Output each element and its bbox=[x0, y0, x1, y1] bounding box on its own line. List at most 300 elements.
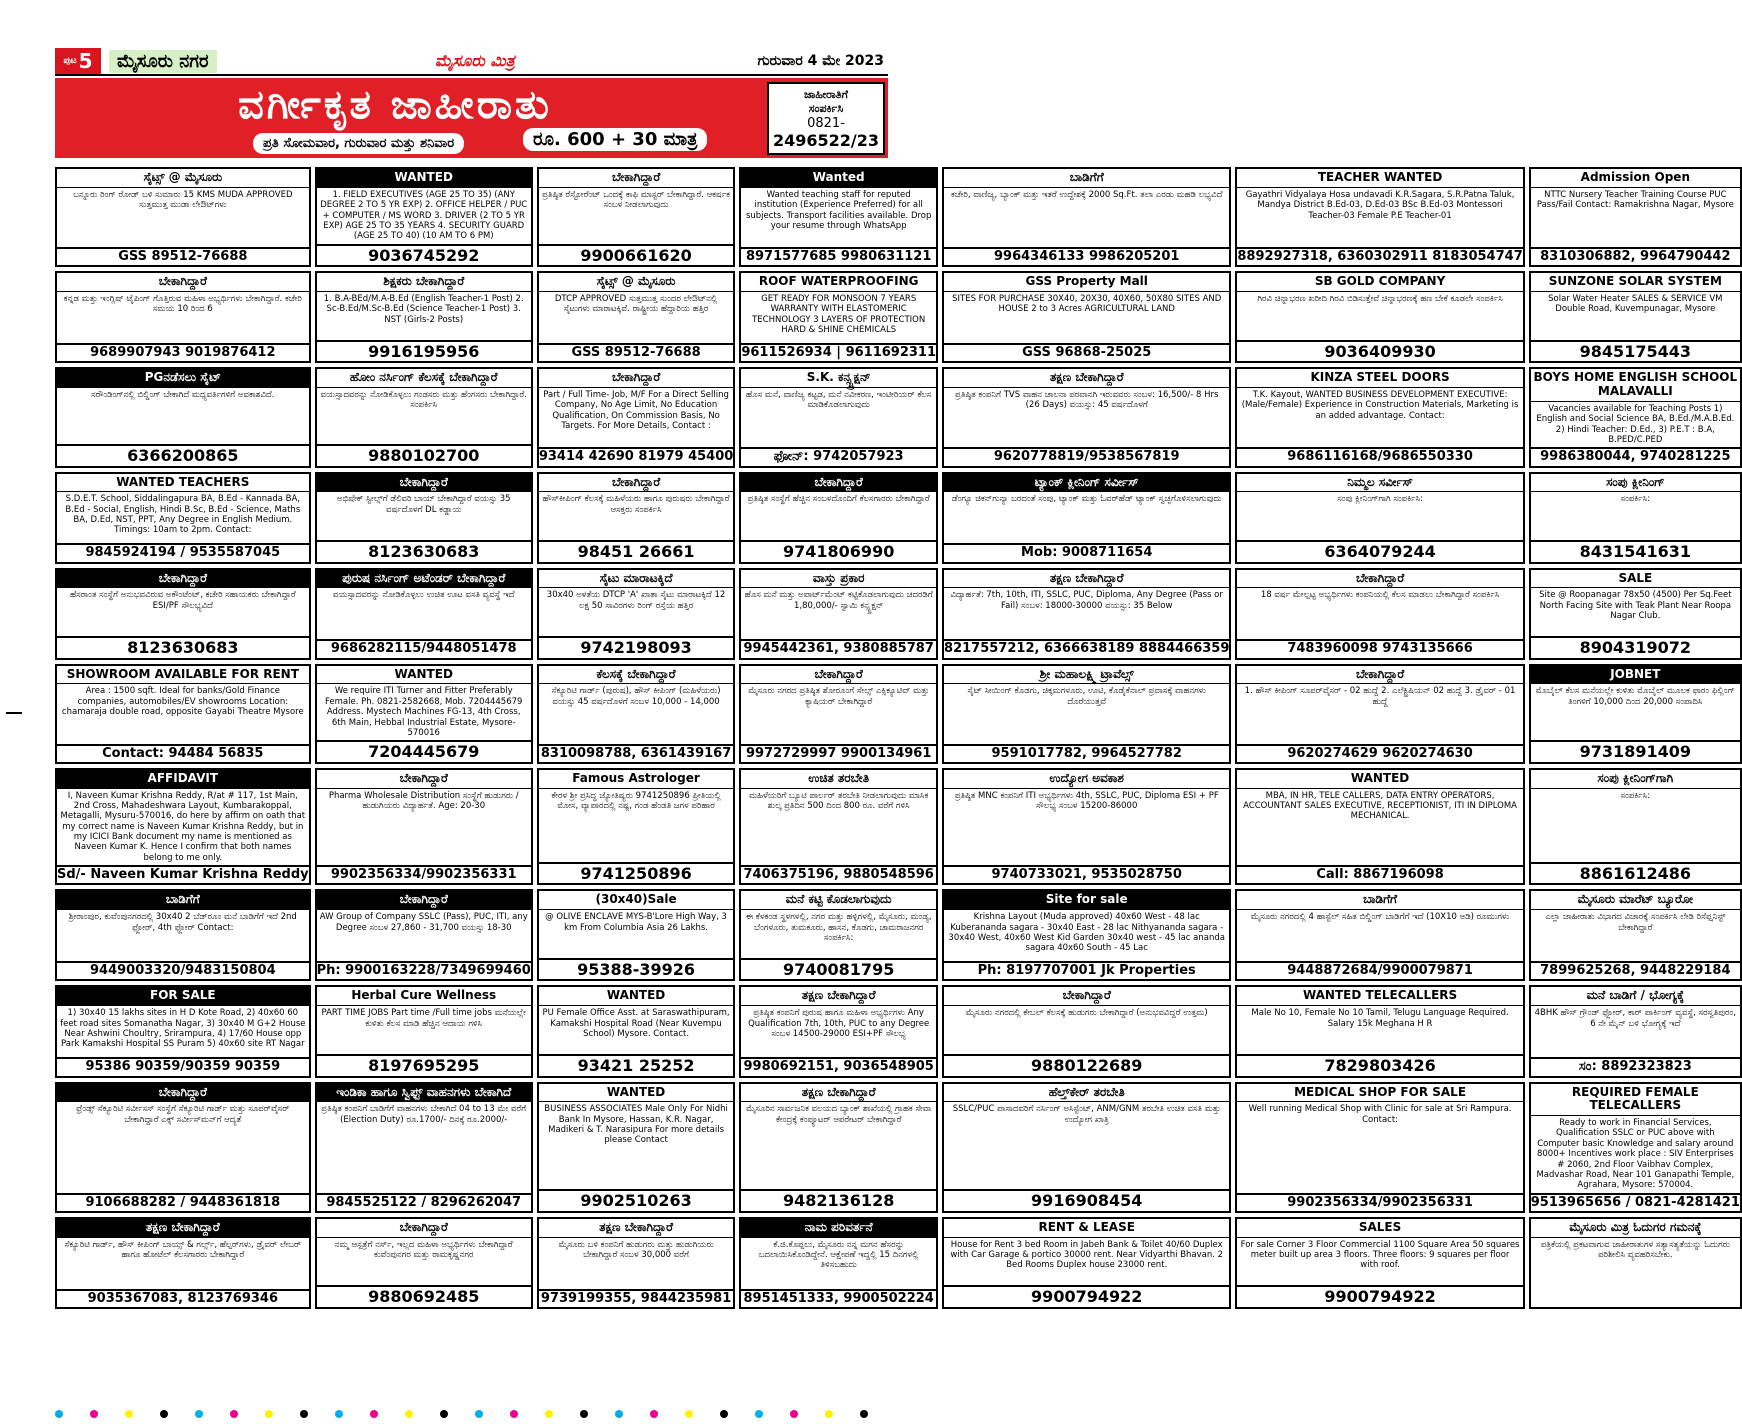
ad-phone: 9902510263 bbox=[539, 1189, 734, 1211]
classified-ad bbox=[1235, 768, 1524, 886]
classified-ad bbox=[315, 472, 533, 564]
ad-heading: ಸಂಪು ಕ್ಲೀನಿಂಗ್‌ಗಾಗಿ bbox=[1531, 770, 1740, 789]
classified-ad bbox=[739, 889, 938, 981]
ad-body: ಮೈಸೂರು ಬಳಿ ಕಂಪನಿಗೆ ಹುಡುಗರು ಮತ್ತು ಹುಡುಗಿಯರು ಬೇಕಾಗಿದ್ದಾರೆ ಸಂಬಳ 30,000 ವರೆಗೆ bbox=[558, 1239, 714, 1261]
ad-phone: 9902356334/9902356331 bbox=[317, 865, 531, 883]
classified-ad bbox=[55, 271, 311, 363]
ad-body: T.K. Kayout, WANTED BUSINESS DEVELOPMENT EXECUTIVE: (Male/Female) Experience in Construction Materials, Marketing is an added advantage. Contact: bbox=[1241, 390, 1519, 421]
classified-ad bbox=[1235, 889, 1524, 981]
ad-heading: TEACHER WANTED bbox=[1237, 169, 1522, 188]
ad-phone: 9036745292 bbox=[317, 244, 531, 266]
ad-body: ಕನ್ನಡ ಮತ್ತು ಇಂಗ್ಲಿಷ್ ಟೈಪಿಂಗ್ ಗೊತ್ತಿರುವ ಮಹಿಳಾ ಅಭ್ಯರ್ಥಿಗಳು ಬೇಕಾಗಿದ್ದಾರೆ. ಕಚೇರಿ ಸಮಯ 10 ರಿಂದ 6 bbox=[63, 293, 302, 315]
classified-ad bbox=[1235, 367, 1524, 467]
ad-phone: 93421 25252 bbox=[539, 1054, 734, 1076]
paper-logo: ಮೈಸೂರು ಮಿತ್ರ bbox=[435, 51, 515, 70]
ad-body: SSLC/PUC ಪಾಸಾದವರಿಗೆ ನರ್ಸಿಂಗ್ ಅಸಿಸ್ಟೆಂಟ್, ANM/GNM ತರಬೇತಿ ಉಚಿತ ವಸತಿ ಮತ್ತು ಉದ್ಯೋಗ ಖಾತ್ರಿ bbox=[952, 1104, 1221, 1125]
ad-body: ಸಂಪರ್ಕಿಸಿ: bbox=[1620, 494, 1651, 505]
ad-heading: ಬಾಡಿಗೆಗೆ bbox=[944, 169, 1229, 188]
classified-ad bbox=[315, 367, 533, 467]
ad-body: 1. ಹೌಸ್ ಕೀಪಿಂಗ್ ಸೂಪರ್‌ವೈಸರ್ - 02 ಹುದ್ದೆ 2. ಎಲೆಕ್ಟ್ರಿಷಿಯನ್ 02 ಹುದ್ದೆ 3. ಡ್ರೈವರ್ - 01 ಹುದ್ದೆ bbox=[1244, 686, 1516, 707]
ad-body: ಮೊಬೈಲ್ ಕೆಲಸ ಮನೆಯಲ್ಲೇ ಕುಳಿತು ಮೊಬೈಲ್ ಮೂಲಕ ಫಾರಂ ಫಿಲ್ಲಿಂಗ್ ತಿಂಗಳಿಗೆ 10,000 ದಿಂದ 20,000 ಸಂಪಾದಿಸಿ bbox=[1535, 686, 1735, 707]
ad-heading: ಇಂಡಿಕಾ ಹಾಗೂ ಸ್ವಿಫ್ಟ್ ವಾಹನಗಳು ಬೇಕಾಗಿದೆ bbox=[317, 1084, 531, 1103]
contact-line-3: 0821- bbox=[807, 116, 845, 131]
ad-heading: ಬೇಕಾಗಿದ್ದಾರೆ bbox=[741, 666, 936, 685]
ad-heading: WANTED bbox=[539, 1084, 734, 1103]
classified-ad bbox=[315, 664, 533, 764]
ad-phone: 9739199355, 9844235981 bbox=[539, 1289, 734, 1307]
ad-phone: 9880122689 bbox=[944, 1054, 1229, 1076]
ad-body: 30x40 ಅಳತೆಯ DTCP 'A' ಖಾತಾ ಸೈಟು ಮಾರಾಟಕ್ಕಿದೆ 12 ಲಕ್ಷ 50 ಸಾವಿರಗಳು ರಿಂಗ್ ರಸ್ತೆಯ ಹತ್ತಿರ bbox=[546, 590, 726, 611]
classified-ad bbox=[942, 1082, 1231, 1213]
ad-body: ಸೆಕ್ಯೂರಿಟಿ ಗಾರ್ಡ್, ಹೌಸ್ ಕೀಪಿಂಗ್ ಬಾಯ್ಸ್ & ಗರ್ಲ್ಸ್, ಹೆಲ್ಪರ್‌ಗಳು, ಡ್ರೈವರ್ ಲೇಬರ್ ಹಾಗೂ ಹೋಟೆಲ್ ಕೆಲಸಗಾರರು ಬೇಕಾಗಿದ್ದಾರೆ bbox=[64, 1239, 302, 1261]
ad-phone: ಸಂ: 8892323823 bbox=[1531, 1057, 1740, 1075]
ad-phone: 7899625268, 9448229184 bbox=[1531, 961, 1740, 979]
ad-heading: ನಾಮ ಪರಿವರ್ತನೆ bbox=[741, 1219, 936, 1238]
ad-phone: 9742198093 bbox=[539, 636, 734, 658]
ad-phone: 6364079244 bbox=[1237, 540, 1522, 562]
classified-ad bbox=[942, 472, 1231, 564]
ad-body: AW Group of Company SSLC (Pass), PUC, ITI, any Degree ಸಂಬಳ 27,860 - 31,700 ವಯಸ್ಸು 18-30 bbox=[319, 912, 528, 933]
registration-dot bbox=[650, 1410, 658, 1418]
ad-phone: 9980692151, 9036548905 bbox=[741, 1057, 936, 1075]
registration-dot bbox=[55, 1410, 63, 1418]
classified-ad bbox=[537, 889, 736, 981]
registration-dot bbox=[440, 1410, 448, 1418]
classified-ad bbox=[315, 768, 533, 886]
classified-ad bbox=[537, 472, 736, 564]
ad-heading: ಬೇಕಾಗಿದ್ದಾರೆ bbox=[317, 770, 531, 789]
ad-heading: ಮೈಸೂರು ಮಿತ್ರ ಓದುಗರ ಗಮನಕ್ಕೆ bbox=[1531, 1219, 1740, 1238]
page-number-tag bbox=[55, 48, 101, 74]
ad-body: ಫ್ರೆಂಡ್ಸ್ ಸೆಕ್ಯೂರಿಟಿ ಸರ್ವೀಸಸ್ ಸಂಸ್ಥೆಗೆ ಸೆಕ್ಯೂರಿಟಿ ಗಾರ್ಡ್ ಮತ್ತು ಸೂಪರ್‌ವೈಸರ್ ಬೇಕಾಗಿದ್ದಾರೆ ಎಕ್ಸ್ ಸರ್ವೀಸ್‌ಮನ್‌ಗೆ ಆದ್ಯತೆ bbox=[76, 1104, 290, 1125]
ad-body: PART TIME JOBS Part time /Full time jobs ಮನೆಯಲ್ಲೇ ಕುಳಿತು ಕೆಲಸ ಮಾಡಿ ಹೆಚ್ಚಿನ ಆದಾಯ ಗಳಿಸಿ bbox=[321, 1008, 526, 1029]
ad-phone: 9845525122 / 8296262047 bbox=[317, 1193, 531, 1211]
classified-ad bbox=[55, 472, 311, 564]
ad-contact-box bbox=[767, 82, 885, 155]
ad-heading: ಉಚಿತ ತರಬೇತಿ bbox=[741, 770, 936, 789]
contact-line-2: ಸಂಪರ್ಕಿಸಿ bbox=[808, 102, 844, 115]
ad-heading: ತಕ್ಷಣ ಬೇಕಾಗಿದ್ದಾರೆ bbox=[944, 570, 1229, 589]
ad-phone: 8123630683 bbox=[317, 540, 531, 562]
ad-heading: WANTED bbox=[317, 666, 531, 685]
ad-heading: ಶ್ರೀ ಮಹಾಲಕ್ಷ್ಮಿ ಟ್ರಾವೆಲ್ಸ್ bbox=[944, 666, 1229, 685]
classified-ad bbox=[537, 367, 736, 467]
ad-phone: 9902356334/9902356331 bbox=[1237, 1193, 1522, 1211]
ad-heading: WANTED TELECALLERS bbox=[1237, 987, 1522, 1006]
ad-heading: ಮೈಸೂರು ಮಾರೆಟ್ ಬ್ಯೂರೋ bbox=[1531, 891, 1740, 910]
ad-body: NTTC Nursery Teacher Training Course PUC Pass/Fail Contact: Ramakrishna Nagar, Mysore bbox=[1536, 189, 1734, 211]
registration-dot bbox=[825, 1410, 833, 1418]
ad-heading: BOYS HOME ENGLISH SCHOOL MALAVALLI bbox=[1531, 369, 1740, 402]
classified-ad bbox=[942, 889, 1231, 981]
classified-ad bbox=[1235, 1082, 1524, 1213]
classified-ad bbox=[537, 271, 736, 363]
ad-body: ಹೊಸ ಮನೆ, ವಾಣಿಜ್ಯ ಕಟ್ಟಡ, ಮನೆ ನವೀಕರಣ, ಇಂಟೀರಿಯರ್ ಕೆಲಸ ಮಾಡಿಕೊಡಲಾಗುವುದು bbox=[746, 390, 932, 411]
ad-phone: 9449003320/9483150804 bbox=[57, 961, 309, 979]
ad-phone: 9482136128 bbox=[741, 1189, 936, 1211]
classified-ad bbox=[55, 167, 311, 267]
ad-heading: ತಕ್ಷಣ ಬೇಕಾಗಿದ್ದಾರೆ bbox=[741, 987, 936, 1006]
classified-ad bbox=[537, 1217, 736, 1309]
ad-body: 1. B.A-BEd/M.A-B.Ed (English Teacher-1 Post) 2. Sc-B.Ed/M.Sc-B.Ed (Science Teacher-1 Post) 3. NST (Girls-2 Posts) bbox=[323, 293, 524, 325]
ad-body: ಮೈಸೂರಿನ ಸಾರ್ವಜನಿಕ ವಲಯದ ಬ್ಯಾಂಕ್ ಶಾಖೆಯಲ್ಲಿ ಗ್ರಾಹಕ ಸೇವಾ ಕೇಂದ್ರಕ್ಕೆ ಕಂಪ್ಯೂಟರ್ ಆಪರೇಟರ್ ಬೇಕಾಗಿದ್ದಾರೆ bbox=[746, 1104, 932, 1125]
ad-phone: 8904319072 bbox=[1531, 636, 1740, 658]
ad-heading: JOBNET bbox=[1531, 666, 1740, 685]
ad-heading: SUNZONE SOLAR SYSTEM bbox=[1531, 273, 1740, 292]
ad-body: Gayathri Vidyalaya Hosa undavadi K.R.Sagara, S.R.Patna Taluk, Mandya District B.Ed-03, D.Ed-03 BSc B.Ed-03 Montessori Teacher-03 Female P.E Teacher-01 bbox=[1245, 189, 1515, 221]
ad-heading: WANTED bbox=[539, 987, 734, 1006]
ad-heading: Famous Astrologer bbox=[539, 770, 734, 789]
ad-phone: 8892927318, 6360302911 8183054747 bbox=[1237, 248, 1523, 264]
ad-heading: ಬಾಡಿಗೆಗೆ bbox=[57, 891, 309, 910]
ad-phone: Ph: 9900163228/7349699460 bbox=[316, 963, 531, 979]
ad-heading: ಮನೆ ಬಾಡಿಗೆ / ಭೋಗ್ಯಕ್ಕೆ bbox=[1531, 987, 1740, 1006]
ad-heading: ಸೈಟ್ಸ್ @ ಮೈಸೂರು bbox=[57, 169, 309, 188]
classified-ad bbox=[1235, 1217, 1524, 1309]
ad-body: ಹೆಸರಾಂತ ಸಂಸ್ಥೆಗೆ ಅನುಭವವಿರುವ ಅಕೌಂಟೆಂಟ್, ಕಚೇರಿ ಸಹಾಯಕರು ಬೇಕಾಗಿದ್ದಾರೆ ESI/PF ಸೌಲಭ್ಯವಿದೆ bbox=[69, 590, 296, 611]
classified-ad bbox=[315, 167, 533, 267]
classified-ad bbox=[55, 1217, 311, 1309]
classified-ad bbox=[537, 664, 736, 764]
ad-body: I, Naveen Kumar Krishna Reddy, R/at # 117, 1st Main, 2nd Cross, Mahadeshwara Layout, Kumbarakoppal, Metagalli, Mysuru-570016, do here by affirm on oath that my correct name is Naveen Kumar Krishna Reddy, but in my ICICI Bank document my name is mentioned as Naveen Kumar K. Hence I confirm that both names belong to me only. bbox=[60, 790, 306, 863]
ad-phone: 9036409930 bbox=[1237, 340, 1522, 362]
registration-dot bbox=[195, 1410, 203, 1418]
ad-heading: ಬೇಕಾಗಿದ್ದಾರೆ bbox=[539, 169, 734, 188]
classified-ad bbox=[1235, 568, 1524, 660]
ad-body: ಪ್ರತಿಷ್ಠಿತ ರೆಸ್ಟೋರೆಂಟ್ ಒಂದಕ್ಕೆ ಕಾಫಿ ಮಾಸ್ಟರ್ ಬೇಕಾಗಿದ್ದಾರೆ. ಆಕರ್ಷಕ ಸಂಬಳ ನೀಡಲಾಗುವುದು bbox=[542, 189, 731, 211]
classified-ad bbox=[1235, 664, 1524, 764]
ad-phone: 6366200865 bbox=[57, 444, 309, 466]
banner-schedule: ಪ್ರತಿ ಸೋಮವಾರ, ಗುರುವಾರ ಮತ್ತು ಶನಿವಾರ bbox=[253, 133, 464, 154]
classified-ad bbox=[1529, 367, 1742, 467]
contact-line-1: ಜಾಹೀರಾತಿಗೆ bbox=[804, 88, 848, 101]
ad-heading: FOR SALE bbox=[57, 987, 309, 1006]
ad-heading: Admission Open bbox=[1531, 169, 1740, 188]
ad-body: BUSINESS ASSOCIATES Male Only For Nidhi Bank In Mysore, Hassan, K.R. Nagar, Madikeri & T. Narasipura For more details please Contact bbox=[544, 1104, 728, 1146]
classified-ad bbox=[315, 1082, 533, 1213]
ad-phone: 9686116168/9686550330 bbox=[1237, 447, 1522, 465]
ad-body: ಹೌಸ್‌ಕೀಪಿಂಗ್ ಕೆಲಸಕ್ಕೆ ಮಹಿಳೆಯರು ಹಾಗೂ ಪುರುಷರು ಬೇಕಾಗಿದ್ದಾರೆ ಆಸಕ್ತರು ಸಂಪರ್ಕಿಸಿ bbox=[542, 494, 730, 515]
ad-heading: REQUIRED FEMALE TELECALLERS bbox=[1531, 1084, 1740, 1117]
ad-heading: ವಾಸ್ತು ಪ್ರಕಾರ bbox=[741, 570, 936, 589]
ad-heading: WANTED TEACHERS bbox=[57, 474, 309, 493]
ad-phone: 9900661620 bbox=[539, 244, 734, 266]
ad-phone: GSS 89512-76688 bbox=[57, 247, 309, 265]
registration-dot bbox=[335, 1410, 343, 1418]
ad-heading: ಶಿಕ್ಷಕರು ಬೇಕಾಗಿದ್ದಾರೆ bbox=[317, 273, 531, 292]
ad-heading: ಬಾಡಿಗೆಗೆ bbox=[1237, 891, 1522, 910]
classified-ad bbox=[942, 768, 1231, 886]
classified-ad bbox=[1235, 271, 1524, 363]
ad-phone: 8197695295 bbox=[317, 1054, 531, 1076]
ad-body: ಹೊಸ ಮನೆ ಮತ್ತು ಅಪಾರ್ಟ್‌ಮೆಂಟ್ ಕಟ್ಟಿಕೊಡಲಾಗುವುದು ಚದರಡಿಗೆ 1,80,000/- ಸ್ವಾಮಿ ಕನ್ಸ್ಟ್ರಕ್ಷನ್ bbox=[744, 590, 933, 611]
ad-heading: ಹೋಂ ನರ್ಸಿಂಗ್ ಕೆಲಸಕ್ಕೆ ಬೇಕಾಗಿದ್ದಾರೆ bbox=[317, 369, 531, 388]
registration-dot bbox=[580, 1410, 588, 1418]
ad-body: 1. FIELD EXECUTIVES (AGE 25 TO 35) (ANY DEGREE 2 TO 5 YR EXP) 2. OFFICE HELPER / PUC + COMPUTER / MS WORD 3. DRIVER (2 TO 5 YR EXP) AGE 25 TO 35 YEARS 4. SECURITY GUARD (AGE 25 TO 40) (10 AM TO 6 PM) bbox=[320, 189, 528, 242]
ad-phone: 9845924194 / 9535587045 bbox=[57, 543, 309, 561]
classified-ad bbox=[739, 568, 938, 660]
ad-heading: ಬೇಕಾಗಿದ್ದಾರೆ bbox=[57, 1084, 309, 1103]
ad-phone: 9740733021, 9535028750 bbox=[944, 865, 1229, 883]
ad-phone: 9741250896 bbox=[539, 862, 734, 884]
classified-ad bbox=[55, 768, 311, 886]
ad-body: ಪ್ರತಿಷ್ಠಿತ ಕಂಪನಿಗೆ ಪುರುಷ ಹಾಗೂ ಮಹಿಳಾ ಅಭ್ಯರ್ಥಿಗಳು Any Qualification 7th, 10th, PUC to any Degree ಸಂಬಳ 14500-29000 ESI+PF ಸೌಲಭ್ಯ bbox=[748, 1008, 930, 1039]
registration-marks bbox=[55, 1410, 888, 1420]
ad-body: ಸಂಪರ್ಕಿಸಿ: bbox=[1620, 790, 1651, 801]
ad-body: DTCP APPROVED ಸುತ್ತಮುತ್ತ ಸುಂದರ ಲೇಔಟ್‌ನಲ್ಲಿ ಸೈಟುಗಳು ಮಾರಾಟಕ್ಕಿವೆ. ರಾಷ್ಟ್ರೀಯ ಹೆದ್ದಾರಿಯ ಹತ್ತಿರ bbox=[554, 293, 718, 315]
classified-ad bbox=[1529, 472, 1742, 564]
classified-ad bbox=[942, 568, 1231, 660]
ad-heading: ಮನೆ ಕಟ್ಟಿ ಕೊಡಲಾಗುವುದು bbox=[741, 891, 936, 910]
ad-phone: 9900794922 bbox=[944, 1285, 1229, 1307]
ad-phone: 95386 90359/90359 90359 bbox=[57, 1057, 309, 1075]
ad-body: Krishna Layout (Muda approved) 40x60 West - 48 lac Kuberananda sagara - 30x40 East - 28 lac Nithyananda sagara - 30x40 West, 40x60 West Kid Garden 30x40 west - 45 lac ananda sagara 40x60 South - 45 Lac bbox=[948, 912, 1225, 954]
banner-title: ವರ್ಗೀಕೃತ ಜಾಹೀರಾತು bbox=[238, 82, 552, 128]
ad-body: ಕಚೇರಿ, ವಾಣಿಜ್ಯ, ಬ್ಯಾಂಕ್ ಮತ್ತು ಇತರೆ ಉದ್ದೇಶಕ್ಕೆ 2000 Sq.Ft. ತಲಾ ಎರಡು ಮಹಡಿ ಲಭ್ಯವಿದೆ bbox=[951, 189, 1223, 200]
ad-body: ಎಲ್ಲಾ ಜಾಹೀರಾತು ವಿಭಾಗದ ವಿಚಾರಕ್ಕೆ ಸಂಪರ್ಕಿಸಿ ಲೇಡಿ ರಿಸೆಪ್ಷನಿಸ್ಟ್ ಬೇಕಾಗಿದ್ದಾರೆ bbox=[1545, 912, 1726, 933]
ad-body: ಬನ್ನೂರು ರಿಂಗ್ ರೋಡ್ ಬಳಿ ಸುಮಾರು 15 KMS MUDA APPROVED ಸುತ್ತಮುತ್ತ ಮುಡಾ ಲೇಔಟ್‌ಗಳು bbox=[73, 189, 293, 211]
classified-ad bbox=[537, 768, 736, 886]
classified-ad bbox=[739, 664, 938, 764]
ad-body: For sale Corner 3 Floor Commercial 1100 Square Area 50 squares meter built up area 3 floors. Three floors: 9 squares per floor with roof. bbox=[1240, 1239, 1520, 1271]
classified-ad bbox=[739, 1082, 938, 1213]
ad-heading: KINZA STEEL DOORS bbox=[1237, 369, 1522, 388]
classified-ad bbox=[739, 985, 938, 1077]
ad-heading: ತಕ್ಷಣ ಬೇಕಾಗಿದ್ದಾರೆ bbox=[539, 1219, 734, 1238]
ad-phone: 8123630683 bbox=[57, 636, 309, 658]
classified-ad bbox=[739, 1217, 938, 1309]
classified-ad bbox=[942, 367, 1231, 467]
registration-dot bbox=[370, 1410, 378, 1418]
classified-ad bbox=[739, 472, 938, 564]
page-header bbox=[55, 48, 888, 76]
ad-heading: PGನಡೆಸಲು ಸೈಟ್ bbox=[57, 369, 309, 388]
ad-phone: 7483960098 9743135666 bbox=[1237, 639, 1522, 657]
ad-body: ಪ್ರತಿಷ್ಠಿತ ಕಂಪನಿಗೆ ಬಾಡಿಗೆಗೆ ವಾಹನಗಳು ಬೇಕಾಗಿದೆ 04 to 13 ಮೇ ವರೆಗೆ (Election Duty) ರೂ.1700/- ದಿನಕ್ಕೆ ರೂ.2000/- bbox=[321, 1104, 527, 1125]
classified-ad bbox=[1235, 167, 1524, 267]
ad-phone: 9740081795 bbox=[741, 958, 936, 980]
ad-phone: 9845175443 bbox=[1531, 340, 1740, 362]
ad-body: Solar Water Heater SALES & SERVICE VM Double Road, Kuvempunagar, Mysore bbox=[1548, 293, 1723, 315]
ad-body: ಸೈಟ್ ಸೀಯಿಂಗ್ ಕೊಡಗು, ಚಿಕ್ಕಮಗಳೂರು, ಊಟಿ, ಕೊಡೈಕೆನಾಲ್ ಪ್ರವಾಸಕ್ಕೆ ವಾಹನಗಳು ದೊರೆಯುತ್ತವೆ bbox=[967, 686, 1207, 707]
ad-phone: Mob: 9008711654 bbox=[944, 543, 1229, 561]
ad-phone: 9513965656 / 0821-4281421 bbox=[1530, 1194, 1740, 1210]
ad-body: ಸೆಕ್ಯೂರಿಟಿ ಗಾರ್ಡ್ (ಪುರುಷ), ಹೌಸ್ ಕೀಪಿಂಗ್ (ಮಹಿಳೆಯರು) ವಯಸ್ಸು 45 ವರ್ಷದೊಳಗೆ ಸಂಬಳ 10,000 - 14,000 bbox=[551, 686, 721, 707]
ad-heading: ROOF WATERPROOFING bbox=[741, 273, 936, 292]
ad-heading: Herbal Cure Wellness bbox=[317, 987, 531, 1006]
registration-dot bbox=[405, 1410, 413, 1418]
classified-ad bbox=[1529, 889, 1742, 981]
registration-dot bbox=[510, 1410, 518, 1418]
classified-ad bbox=[55, 889, 311, 981]
classified-ads-grid bbox=[55, 167, 1740, 1405]
banner-rate: ರೂ. 600 + 30 ಮಾತ್ರ bbox=[523, 128, 707, 151]
registration-dot bbox=[265, 1410, 273, 1418]
ad-body: MBA, IN HR, TELE CALLERS, DATA ENTRY OPERATORS, ACCOUNTANT SALES EXECUTIVE, RECEPTIONIST, ITI IN DIPLOMA MECHANICAL. bbox=[1243, 790, 1517, 822]
ad-phone: Ph: 8197707001 Jk Properties bbox=[944, 961, 1229, 979]
ad-body: ಡೆಂಗ್ಯೂ ಚಿಕನ್‌ಗುನ್ಯಾ ಬರದಂತೆ ಸಂಪು, ಟ್ಯಾಂಕ್ ಮತ್ತು ಓವರ್‌ಹೆಡ್ ಟ್ಯಾಂಕ್ ಸ್ವಚ್ಛಗೊಳಿಸಲಾಗುವುದು bbox=[951, 494, 1222, 505]
ad-body: Ready to work in Financial Services, Qualification SSLC or PUC above with Computer basic Knowledge and salary around 8000+ Incentives work place : SIV Enterprises # 2060, 2nd Floor Vaibhav Complex, Madvashar Road, Near 101 Ganapathi Temple, Agrahara, Mysore: 570004. bbox=[1536, 1118, 1735, 1191]
ad-phone: 7204445679 bbox=[317, 740, 531, 762]
ad-body: ವಯಸ್ಸಾದವರನ್ನು ನೋಡಿಕೊಳ್ಳಲು ಉಚಿತ ಊಟ ವಸತಿ ವ್ಯವಸ್ಥೆ ಇದೆ bbox=[332, 590, 515, 601]
ad-phone: 9916195956 bbox=[317, 340, 531, 362]
ad-phone: 8951451333, 9900502224 bbox=[741, 1289, 936, 1307]
ad-phone: 9689907943 9019876412 bbox=[57, 343, 309, 361]
classified-ad bbox=[315, 889, 533, 981]
ad-heading: AFFIDAVIT bbox=[57, 770, 309, 789]
classified-ad bbox=[55, 664, 311, 764]
page-date: ಗುರುವಾರ 4 ಮೇ 2023 bbox=[757, 53, 884, 69]
ad-body: Part / Full Time- Job, M/F For a Direct Selling Company, No Age Limit, No Education Qualification, On Commission Basis, No Targets. For More Details, Contact : bbox=[543, 390, 729, 432]
classified-ad bbox=[55, 985, 311, 1077]
ad-body: ಸರೌಂಡಿಂಗ್‌ನಲ್ಲಿ ಬಿಲ್ಡಿಂಗ್ ಬೇಕಾಗಿದೆ ಮಧ್ಯವರ್ತಿಗಳಿಗೆ ಅವಕಾಶವಿದೆ. bbox=[91, 390, 275, 401]
ad-heading: ಬೇಕಾಗಿದ್ದಾರೆ bbox=[1237, 570, 1522, 589]
ad-phone: 98451 26661 bbox=[539, 540, 734, 562]
ad-heading: ಬೇಕಾಗಿದ್ದಾರೆ bbox=[317, 891, 531, 910]
ad-body: ಗಿರವಿ ಚಿನ್ನಾಭರಣ ಖರೀದಿ ಗಿರವಿ ಬಿಡಿಸುತ್ತೇವೆ ಚಿನ್ನಾಭರಣಕ್ಕೆ ಹಣ ಬೇಕೆ ಕೂಡಲೇ ಸಂಪರ್ಕಿಸಿ bbox=[1257, 293, 1503, 304]
ad-phone: 8310306882, 9964790442 bbox=[1531, 247, 1740, 265]
ad-heading: ಬೇಕಾಗಿದ್ದಾರೆ bbox=[57, 570, 309, 589]
ad-heading: ಕೆಲಸಕ್ಕೆ ಬೇಕಾಗಿದ್ದಾರೆ bbox=[539, 666, 734, 685]
registration-dot bbox=[860, 1410, 868, 1418]
registration-dot bbox=[125, 1410, 133, 1418]
ad-heading: GSS Property Mall bbox=[944, 273, 1229, 292]
classified-ad bbox=[1529, 271, 1742, 363]
registration-dot bbox=[300, 1410, 308, 1418]
page-prefix: ಪುಟ bbox=[63, 56, 77, 66]
ad-heading: ಸೈಟು ಮಾರಾಟಕ್ಕಿದೆ bbox=[539, 570, 734, 589]
ad-body: PU Female Office Asst. at Saraswathipuram, Kamakshi Hospital Road (Near Kuvempu School) Mysore. Contact. bbox=[542, 1008, 730, 1039]
ad-body: ನಮ್ಮ ಆಸ್ಪತ್ರೆಗೆ ನರ್ಸ್, ಇಲ್ಲದ ಮಹಿಳಾ ಅಭ್ಯರ್ಥಿಗಳು ಬೇಕಾಗಿದ್ದಾರೆ ಕುವೆಂಪುನಗರ ಮತ್ತು ರಾಮಕೃಷ್ಣನಗರ bbox=[334, 1239, 513, 1261]
ad-phone: 9880102700 bbox=[317, 444, 531, 466]
ad-body: ಮಹಿಳೆಯರಿಗೆ ಬ್ಯೂಟಿ ಪಾರ್ಲರ್ ತರಬೇತಿ ನೀಡಲಾಗುವುದು ಮಾಸಿಕ ಶುಲ್ಕ ಪ್ರತಿದಿನ 500 ದಿಂದ 800 ರೂ. ವರೆಗೆ ಗಳಿಸಿ bbox=[749, 790, 929, 811]
ad-phone: 7829803426 bbox=[1237, 1054, 1522, 1076]
ad-phone: Sd/- Naveen Kumar Krishna Reddy bbox=[57, 867, 309, 883]
ad-phone: 8431541631 bbox=[1531, 540, 1740, 562]
section-name: ಮೈಸೂರು ನಗರ bbox=[109, 50, 217, 73]
ad-body: SITES FOR PURCHASE 30X40, 20X30, 40X60, 50X80 SITES AND HOUSE 2 to 3 Acres AGRICULTURAL LAND bbox=[952, 293, 1222, 315]
ad-heading: MEDICAL SHOP FOR SALE bbox=[1237, 1084, 1522, 1103]
classified-ad bbox=[739, 271, 938, 363]
ad-heading: ಸೈಟ್ಸ್ @ ಮೈಸೂರು bbox=[539, 273, 734, 292]
ad-phone: 9106688282 / 9448361818 bbox=[57, 1193, 309, 1211]
ad-phone: 9916908454 bbox=[944, 1189, 1229, 1211]
ad-heading: ಬೇಕಾಗಿದ್ದಾರೆ bbox=[741, 474, 936, 493]
ad-body: ಕೇರಳ ಶ್ರೀ ಪ್ರಸಿದ್ಧ ಜ್ಯೋತಿಷ್ಯರು 9741250896 ಪ್ರೀತಿಯಲ್ಲಿ ಮೋಸ, ವ್ಯಾಪಾರದಲ್ಲಿ ನಷ್ಟ, ಗಂಡ ಹೆಂಡತಿ ಜಗಳ ಪರಿಹಾರ bbox=[551, 790, 721, 811]
ad-body: ಪ್ರತಿಷ್ಠಿತ ಸಂಸ್ಥೆಗೆ ಹೆಚ್ಚಿನ ಸಂಬಳದೊಂದಿಗೆ ಕೆಲಸಗಾರರು ಬೇಕಾಗಿದ್ದಾರೆ bbox=[747, 494, 930, 505]
ad-phone: 9035367083, 8123769346 bbox=[57, 1289, 309, 1307]
classified-ad bbox=[942, 1217, 1231, 1309]
ad-body: Site @ Roopanagar 78x50 (4500) Per Sq.Feet North Facing Site with Teak Plant Near Roopa Nagar Club. bbox=[1539, 590, 1732, 622]
ad-body: GET READY FOR MONSOON 7 YEARS WARRANTY WITH ELASTOMERIC TECHNOLOGY 3 LAYERS OF PROTECTION HARD & SHINE CHEMICALS bbox=[752, 293, 926, 336]
crop-mark bbox=[6, 712, 22, 714]
ad-phone: ಫೋನ್: 9742057923 bbox=[741, 447, 936, 465]
ad-body: ಶ್ರೀರಾಂಪುರ, ಕುವೆಂಪುನಗರದಲ್ಲಿ 30x40 2 ಬೆಡ್‌ರೂಂ ಮನೆ ಬಾಡಿಗೆಗೆ ಇದೆ 2nd ಫ್ಲೋರ್, 4th ಫ್ಲೋರ್ Contact: bbox=[68, 912, 297, 933]
ad-body: ಮೈಸೂರು ನಗರದಲ್ಲಿ ಕೇಬಲ್ ಕೆಲಸಕ್ಕೆ ಹುಡುಗರು ಬೇಕಾಗಿದ್ದಾರೆ (ಅನುಭವವಿದ್ದರೆ ಉತ್ತಮ) bbox=[965, 1008, 1208, 1019]
ad-heading: ಟ್ಯಾಂಕ್ ಕ್ಲೀನಿಂಗ್ ಸರ್ವೀಸ್ bbox=[944, 474, 1229, 493]
ad-phone: GSS 89512-76688 bbox=[539, 343, 734, 361]
classified-ad bbox=[537, 985, 736, 1077]
ad-phone: 9620274629 9620274630 bbox=[1237, 744, 1522, 762]
ad-body: Male No 10, Female No 10 Tamil, Telugu Language Required. Salary 15k Meghana H R bbox=[1251, 1008, 1509, 1029]
ad-phone: 9620778819/9538567819 bbox=[944, 447, 1229, 465]
ad-body: Vacancies available for Teaching Posts 1) English and Social Science BA, B.Ed./M.A.B.Ed. 2) Hindi Teacher: D.Ed., 3) P.E.T : B.A, B.PED/C.PED bbox=[1536, 403, 1735, 445]
ad-body: We require ITI Turner and Fitter Preferably Female. Ph. 0821-2582668, Mob. 7204445679 Address. Mystech Machines FG-13, 4th Cross, 6th Main, Hebbal Industrial Estate, Mysore-570016 bbox=[325, 686, 523, 738]
ad-phone: 8971577685 9980631121 bbox=[741, 247, 936, 265]
ad-heading: SALE bbox=[1531, 570, 1740, 589]
ad-heading: ತಕ್ಷಣ ಬೇಕಾಗಿದ್ದಾರೆ bbox=[944, 369, 1229, 388]
classified-ad bbox=[55, 367, 311, 467]
ad-phone: 9964346133 9986205201 bbox=[944, 247, 1229, 265]
ad-heading: ಬೇಕಾಗಿದ್ದಾರೆ bbox=[317, 1219, 531, 1238]
classified-ad bbox=[537, 1082, 736, 1213]
ad-heading: ಬೇಕಾಗಿದ್ದಾರೆ bbox=[317, 474, 531, 493]
ad-phone: 7406375196, 9880548596 bbox=[741, 865, 936, 883]
ad-phone: 9731891409 bbox=[1531, 740, 1740, 762]
classified-ad bbox=[1529, 568, 1742, 660]
classified-ad bbox=[1529, 985, 1742, 1077]
ad-body: @ OLIVE ENCLAVE MYS-B'Lore High Way, 3 km From Columbia Asia 26 Lakhs. bbox=[545, 912, 727, 933]
ad-heading: WANTED bbox=[1237, 770, 1522, 789]
registration-dot bbox=[90, 1410, 98, 1418]
ad-heading: ಸಂಪು ಕ್ಲೀನಿಂಗ್ bbox=[1531, 474, 1740, 493]
classified-ad bbox=[315, 568, 533, 660]
registration-dot bbox=[720, 1410, 728, 1418]
classified-ad bbox=[942, 167, 1231, 267]
classified-ad bbox=[537, 167, 736, 267]
classified-ad bbox=[1235, 472, 1524, 564]
ad-heading: ಬೇಕಾಗಿದ್ದಾರೆ bbox=[944, 987, 1229, 1006]
classified-ad bbox=[315, 985, 533, 1077]
ad-heading: SHOWROOM AVAILABLE FOR RENT bbox=[57, 666, 309, 685]
classified-ad bbox=[315, 271, 533, 363]
ad-body: ಪ್ರತಿಷ್ಠಿತ ಕಂಪನಿಗೆ TVS ವಾಹನ ಚಾಲನಾ ಪರವಾನಗಿ ಇರುವವರು ಸಂಬಳ: 16,500/- 8 Hrs (26 Days) ವಯಸ್ಸು: 45 ವರ್ಷದೊಳಗೆ bbox=[955, 390, 1219, 411]
ad-phone: 9611526934 | 9611692311 bbox=[741, 344, 937, 360]
ad-body: ಪ್ರತಿಷ್ಠಿತ MNC ಕಂಪನಿಗೆ ITI ಅಭ್ಯರ್ಥಿಗಳು 4th, SSLC, PUC, Diploma ESI + PF ಸೌಲಭ್ಯ ಸಂಬಳ 15200-86000 bbox=[954, 790, 1219, 811]
ad-body: ಈ ಕೆಳಕಂಡ ಸ್ಥಳಗಳಲ್ಲಿ, ನಗರ ಮತ್ತು ಹಳ್ಳಿಗಳಲ್ಲಿ, ಮೈಸೂರು, ಮಂಡ್ಯ, ಬೆಂಗಳೂರು, ತುಮಕೂರು, ಹಾಸನ, ಕೊಡಗು, ಚಾಮರಾಜನಗರ ಸಂಪರ್ಕಿಸಿ: bbox=[745, 912, 932, 943]
registration-dot bbox=[545, 1410, 553, 1418]
ad-heading: WANTED bbox=[317, 169, 531, 188]
ad-phone: 9972729997 9900134961 bbox=[741, 744, 936, 762]
ad-phone: 9880692485 bbox=[317, 1285, 531, 1307]
ad-body: ವಯಸ್ಸಾದವರನ್ನು ನೋಡಿಕೊಳ್ಳಲು ಗಂಡಸರು ಮತ್ತು ಹೆಂಗಸರು ಬೇಕಾಗಿದ್ದಾರೆ. ಸಂಪರ್ಕಿಸಿ bbox=[320, 390, 527, 411]
classified-ad bbox=[1529, 167, 1742, 267]
ad-body: ಅಭಿಷೇಕ್ ಸ್ಟೀಲ್ಸ್‌ಗೆ ಡೆಲಿವರಿ ಬಾಯ್ ಬೇಕಾಗಿದ್ದಾರೆ ವಯಸ್ಸು 35 ವರ್ಷದೊಳಗೆ DL ಕಡ್ಡಾಯ bbox=[336, 494, 511, 515]
classified-ad bbox=[739, 167, 938, 267]
ad-heading: ಬೇಕಾಗಿದ್ದಾರೆ bbox=[57, 273, 309, 292]
ad-body: 4BHK ಹೌಸ್ ಗ್ರೌಂಡ್ ಫ್ಲೋರ್, ಕಾರ್ ಪಾರ್ಕಿಂಗ್ ವ್ಯವಸ್ಥೆ, ಸರಸ್ವತಿಪುರಂ, 6 ನೇ ಮೈನ್ ಬಳಿ ಭೋಗ್ಯಕ್ಕೆ ಇದೆ bbox=[1534, 1008, 1737, 1029]
ad-phone: GSS 96868-25025 bbox=[944, 343, 1229, 361]
ad-heading: (30x40)Sale bbox=[539, 891, 734, 910]
registration-dot bbox=[755, 1410, 763, 1418]
ad-phone: Call: 8867196098 bbox=[1237, 865, 1522, 883]
ad-phone: 9945442361, 9380885787 bbox=[741, 639, 936, 657]
ad-heading: SB GOLD COMPANY bbox=[1237, 273, 1522, 292]
ad-body: 18 ವರ್ಷ ಮೇಲ್ಪಟ್ಟ ಅಭ್ಯರ್ಥಿಗಳು ಕಂಪನಿಯಲ್ಲಿ ಕೆಲಸ ಮಾಡಲು ಬೇಕಾಗಿದ್ದಾರೆ ಸಂಪರ್ಕಿಸಿ bbox=[1260, 590, 1500, 601]
ad-heading: ನಿಮ್ಮಲ ಸರ್ವೀಸ್ bbox=[1237, 474, 1522, 493]
classified-ad bbox=[537, 568, 736, 660]
ad-heading: ತಕ್ಷಣ ಬೇಕಾಗಿದ್ದಾರೆ bbox=[57, 1219, 309, 1238]
ad-phone: 9986380044, 9740281225 bbox=[1531, 447, 1740, 465]
ad-body: ಸಂಪು ಕ್ಲೀನಿಂಗ್‌ಗಾಗಿ ಸಂಪರ್ಕಿಸಿ: bbox=[1337, 494, 1423, 505]
contact-phone: 2496522/23 bbox=[772, 131, 880, 150]
ad-heading: S.K. ಕನ್ಸ್ಟ್ರಕ್ಷನ್ bbox=[741, 369, 936, 388]
classified-ad bbox=[1529, 1217, 1742, 1309]
ad-phone: Contact: 94484 56835 bbox=[57, 744, 309, 762]
classified-ad bbox=[1529, 1082, 1742, 1213]
ad-heading: ತಕ್ಷಣ ಬೇಕಾಗಿದ್ದಾರೆ bbox=[741, 1084, 936, 1103]
ad-phone: 93414 42690 81979 45400 bbox=[538, 449, 734, 465]
